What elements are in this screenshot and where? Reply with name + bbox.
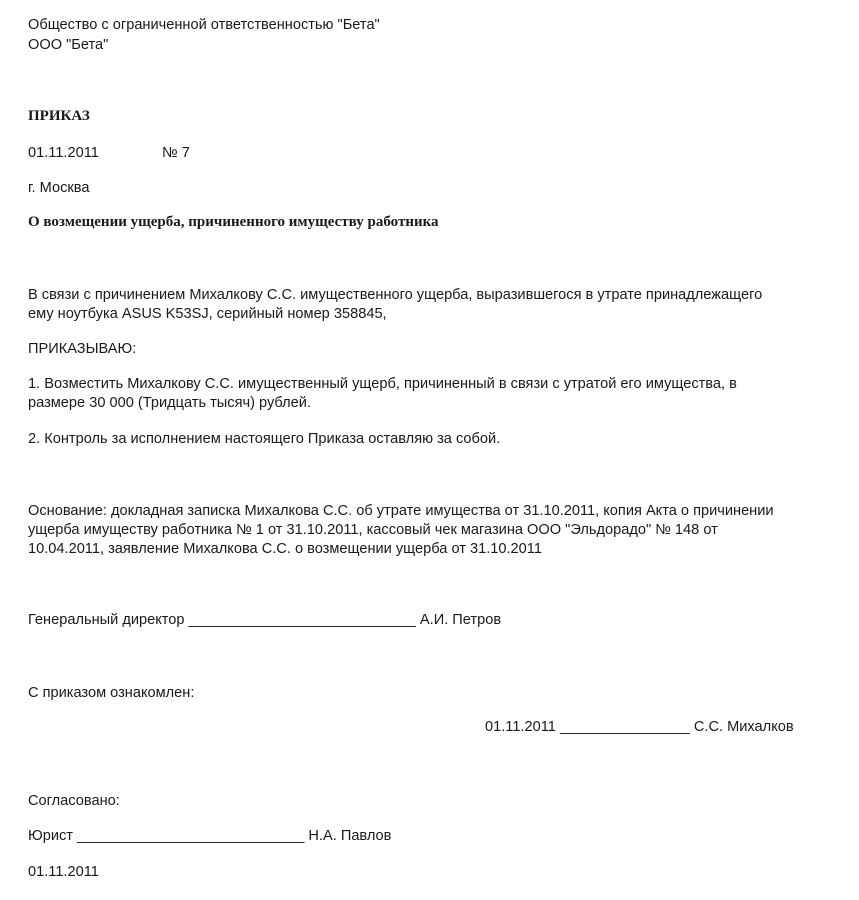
approval-signature-blank: ____________________________ <box>77 828 305 844</box>
basis-line-3: 10.04.2011, заявление Михалкова С.С. о возмещении ущерба от 31.10.2011 <box>28 541 542 557</box>
approval-label: Согласовано: <box>28 793 120 809</box>
director-signature-row <box>28 611 501 630</box>
org-short-name: ООО "Бета" <box>28 37 109 53</box>
basis-line-2: ущерба имуществу работника № 1 от 31.10.2011, кассовый чек магазина ООО "Эльдорадо" № 148 от <box>28 522 718 538</box>
acknowledgment-date: 01.11.2011 <box>485 719 556 735</box>
order-heading: ПРИКАЗ <box>28 108 90 124</box>
item-2: 2. Контроль за исполнением настоящего Приказа оставляю за собой. <box>28 431 501 447</box>
item-1-line-2: размере 30 000 (Тридцать тысяч) рублей. <box>28 395 311 411</box>
basis-line-1: Основание: докладная записка Михалкова С.С. об утрате имущества от 31.10.2011, копия Акта о причинении <box>28 503 774 519</box>
director-position: Генеральный директор <box>28 612 185 628</box>
intro-line-1: В связи с причинением Михалкову С.С. имущественного ущерба, выразившегося в утрате принадлежащего <box>28 287 763 303</box>
acknowledgment-name: С.С. Михалков <box>693 719 794 735</box>
order-word: ПРИКАЗЫВАЮ: <box>28 341 137 357</box>
order-number: № 7 <box>162 145 190 161</box>
acknowledgment-row <box>485 718 794 737</box>
intro-line-2: ему ноутбука ASUS K53SJ, серийный номер 358845, <box>28 306 387 322</box>
approval-name: Н.А. Павлов <box>308 828 392 844</box>
order-city: г. Москва <box>28 180 90 196</box>
order-date: 01.11.2011 <box>28 145 99 161</box>
order-title: О возмещении ущерба, причиненного имуществу работника <box>28 214 439 230</box>
acknowledgment-label: С приказом ознакомлен: <box>28 685 195 701</box>
item-1-line-1: 1. Возместить Михалкову С.С. имущественный ущерб, причиненный в связи с утратой его имущества, в <box>28 376 737 392</box>
acknowledgment-signature-blank: ________________ <box>559 719 690 735</box>
org-full-name: Общество с ограниченной ответственностью "Бета" <box>28 17 380 33</box>
director-signature-blank: ____________________________ <box>188 612 416 628</box>
approval-date: 01.11.2011 <box>28 864 99 880</box>
approval-position: Юрист <box>28 828 73 844</box>
director-name: А.И. Петров <box>419 612 502 628</box>
approval-signature-row <box>28 827 391 846</box>
